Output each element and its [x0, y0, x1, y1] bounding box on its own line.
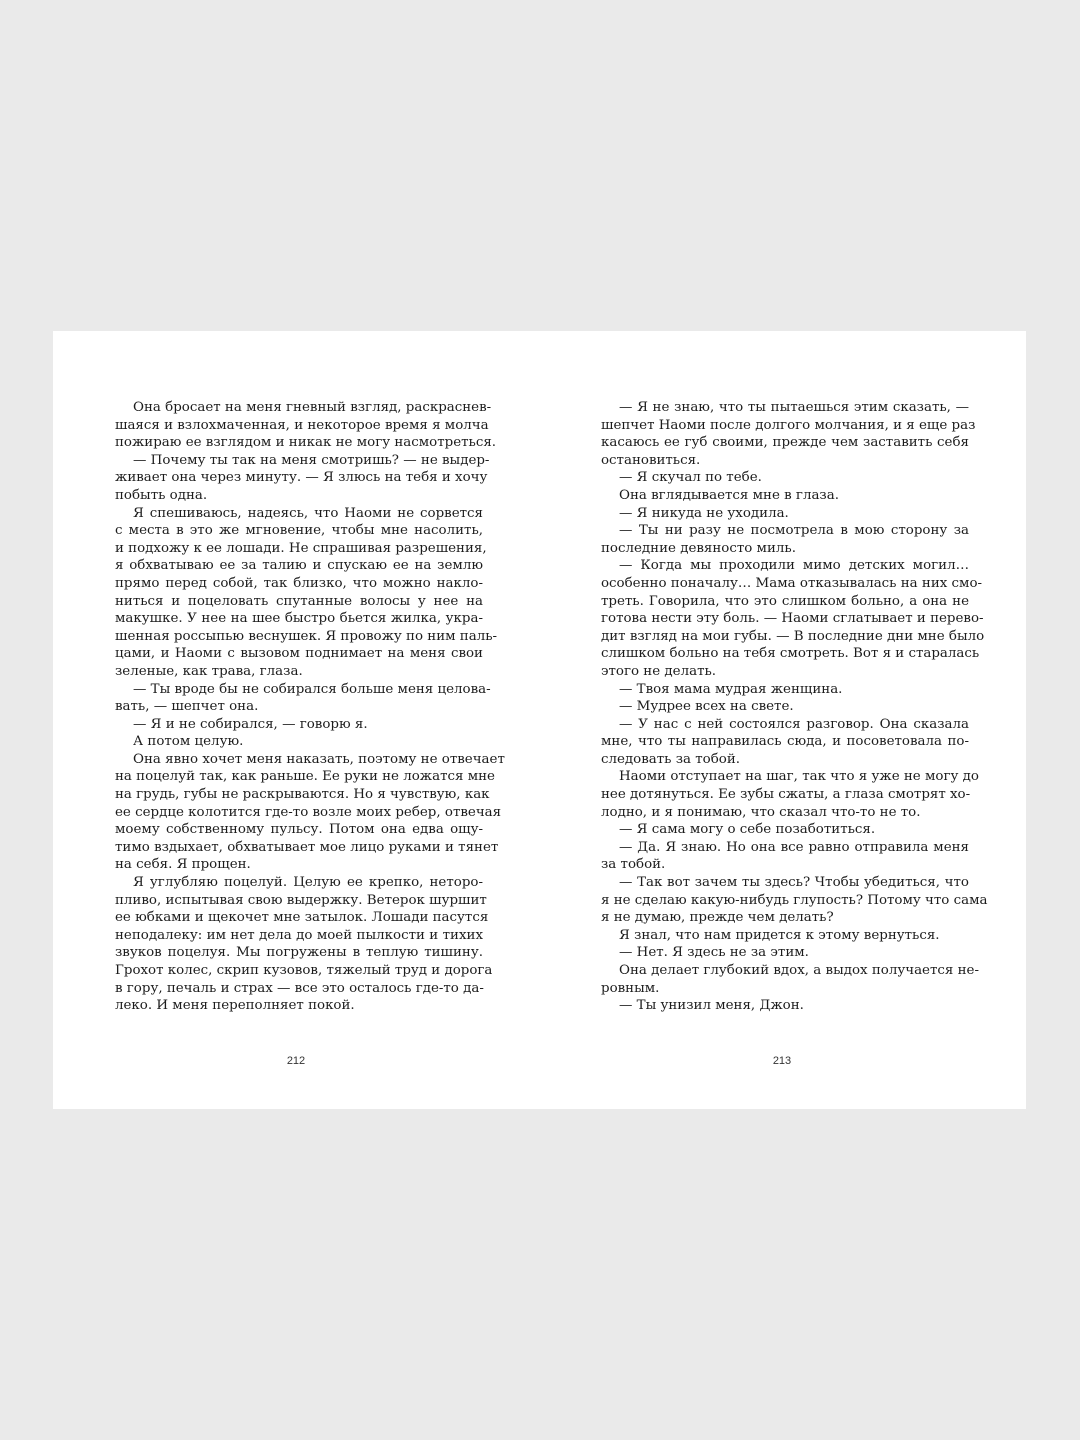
text-line: леко. И меня переполняет покой. — [115, 998, 355, 1014]
text-line: побыть одна. — [115, 487, 208, 503]
text-line: шенная россыпью веснушек. Я провожу по ним паль- — [115, 628, 498, 644]
text-line: неподалеку: им нет дела до моей пылкости и тихих — [115, 927, 483, 943]
text-line: вать, — шепчет она. — [115, 699, 259, 715]
right-page-text — [601, 399, 988, 1015]
text-line: зеленые, как трава, глаза. — [115, 663, 303, 679]
text-line: живает она через минуту. — Я злюсь на тебя и хочу — [115, 470, 488, 486]
text-line: — Я не знаю, что ты пытаешься этим сказать, — — [619, 400, 969, 415]
text-line: я не сделаю какую-нибудь глупость? Потому что сама — [601, 892, 988, 908]
text-line: готова нести эту боль. — Наоми сглатывает и перево- — [601, 611, 984, 627]
text-line: Я углубляю поцелуй. Целую ее крепко, неторо- — [133, 875, 483, 891]
text-line: цами, и Наоми с вызовом поднимает на меня свои — [115, 646, 483, 662]
text-line: моему собственному пульсу. Потом она едва ощу- — [115, 822, 483, 838]
left-page-text — [115, 399, 505, 1015]
text-line: я обхватываю ее за талию и спускаю ее на землю — [115, 558, 483, 574]
text-line: особенно поначалу… Мама отказывалась на них смо- — [601, 575, 983, 591]
text-line: за тобой. — [601, 857, 666, 873]
text-line: — Ты вроде бы не собирался больше меня целова- — [133, 681, 491, 697]
text-line: слишком больно на тебя смотреть. Вот я и старалась — [601, 646, 980, 662]
text-line: А потом целую. — [133, 734, 244, 750]
text-line: — Твоя мама мудрая женщина. — [619, 681, 843, 697]
text-line: на поцелуй так, как раньше. Ее руки не ложатся мне — [115, 769, 495, 785]
text-line: — Нет. Я здесь не за этим. — [619, 945, 809, 961]
text-line: пливо, испытывая свою выдержку. Ветерок шуршит — [115, 892, 487, 908]
text-line: я не думаю, прежде чем делать? — [601, 910, 834, 926]
text-line: — Когда мы проходили мимо детских могил… — [619, 558, 969, 574]
text-line: — Я скучал по тебе. — [619, 470, 762, 486]
book-spread — [53, 331, 1026, 1109]
text-line: Она делает глубокий вдох, а выдох получается не- — [619, 963, 979, 978]
text-line: Она явно хочет меня наказать, поэтому не отвечает — [133, 751, 505, 767]
text-line: — У нас с ней состоялся разговор. Она сказала — [619, 716, 969, 732]
text-line: тимо вздыхает, обхватывает мое лицо руками и тянет — [115, 839, 499, 855]
text-line: Она вглядывается мне в глаза. — [619, 487, 839, 503]
text-line: — Так вот зачем ты здесь? Чтобы убедиться, что — [619, 875, 969, 891]
text-line: остановиться. — [601, 452, 701, 468]
text-line: на грудь, губы не раскрываются. Но я чувствую, как — [115, 787, 490, 803]
text-line: — Почему ты так на меня смотришь? — не выдер- — [133, 452, 490, 468]
text-line: ровным. — [601, 980, 660, 996]
text-line: следовать за тобой. — [601, 751, 741, 767]
text-line: Я знал, что нам придется к этому вернуться. — [619, 927, 940, 943]
text-line: нее дотянуться. Ее зубы сжаты, а глаза смотрят хо- — [601, 787, 971, 803]
text-line: дит взгляд на мои губы. — В последние дни мне было — [601, 628, 985, 644]
text-line: Она бросает на меня гневный взгляд, раскраснев- — [133, 400, 492, 415]
text-line: касаюсь ее губ своими, прежде чем заставить себя — [601, 435, 969, 451]
text-line: пожираю ее взглядом и никак не могу насмотреться. — [115, 435, 497, 451]
text-line: Я спешиваюсь, надеясь, что Наоми не сорвется — [133, 505, 483, 521]
text-line: последние девяносто миль. — [601, 540, 796, 556]
text-line: ее юбками и щекочет мне затылок. Лошади пасутся — [115, 910, 489, 926]
text-line: на себя. Я прощен. — [115, 857, 251, 873]
text-line: Наоми отступает на шаг, так что я уже не могу до — [619, 769, 979, 785]
text-line: лодно, и я понимаю, что сказал что-то не то. — [601, 804, 921, 820]
text-line: с места в это же мгновение, чтобы мне насолить, — [115, 523, 483, 539]
text-line: мне, что ты направилась сюда, и посоветовала по- — [601, 734, 969, 750]
text-line: макушке. У нее на шее быстро бьется жилка, укра- — [115, 611, 483, 627]
text-line: шепчет Наоми после долгого молчания, и я еще раз — [601, 417, 976, 433]
text-line: — Мудрее всех на свете. — [619, 699, 794, 715]
text-line: и подхожу к ее лошади. Не спрашивая разрешения, — [115, 540, 487, 556]
text-line: — Я и не собирался, — говорю я. — [133, 716, 368, 732]
text-line: — Ты ни разу не посмотрела в мою сторону за — [619, 523, 969, 539]
text-line: — Я сама могу о себе позаботиться. — [619, 822, 876, 838]
text-line: этого не делать. — [601, 663, 717, 679]
text-line: в гору, печаль и страх — все это осталось где-то да- — [115, 980, 484, 996]
text-line: Грохот колес, скрип кузовов, тяжелый труд и дорога — [115, 963, 493, 978]
text-line: ее сердце колотится где-то возле моих ребер, отвечая — [115, 804, 502, 820]
left-page-number: 212 — [286, 1055, 306, 1067]
text-line: шаяся и взлохмаченная, и некоторое время я молча — [115, 417, 489, 433]
right-page-number: 213 — [772, 1055, 792, 1067]
text-line: ниться и поцеловать спутанные волосы у нее на — [115, 593, 483, 609]
text-line: звуков поцелуя. Мы погружены в теплую тишину. — [115, 945, 483, 961]
text-line: — Ты унизил меня, Джон. — [619, 998, 804, 1014]
text-line: прямо перед собой, так близко, что можно накло- — [115, 575, 483, 591]
text-line: — Я никуда не уходила. — [619, 505, 789, 521]
text-line: — Да. Я знаю. Но она все равно отправила меня — [619, 839, 969, 855]
text-line: треть. Говорила, что это слишком больно, а она не — [601, 593, 969, 609]
